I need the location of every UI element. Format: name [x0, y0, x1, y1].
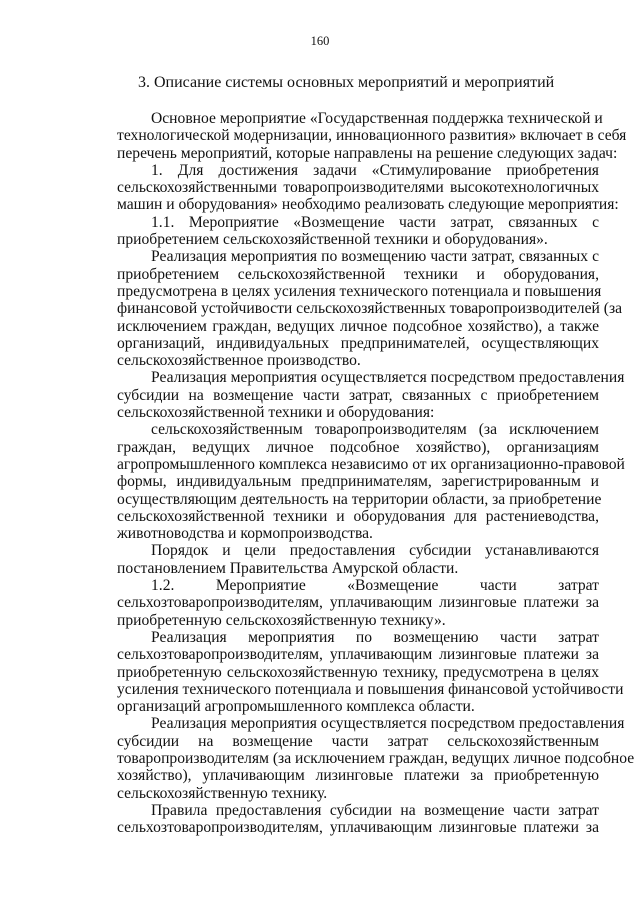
text-line: предусмотрена в целях усиления технического потенциала и повышения — [117, 282, 602, 300]
text-line: 1. Для достижения задачи «Стимулирование приобретения — [151, 161, 599, 179]
paragraph — [117, 421, 625, 543]
text-line: Порядок и цели предоставления субсидии устанавливаются — [151, 542, 599, 560]
text-line: субсидии на возмещение части затрат сельскохозяйственным — [117, 732, 599, 750]
paragraph — [117, 248, 623, 370]
text-line: организаций агропромышленного комплекса области. — [117, 698, 475, 716]
text-line: технологической модернизации, инновационного развития» включает в себя — [117, 127, 627, 145]
text-line: граждан, ведущих личное подсобное хозяйство), организациям — [117, 438, 599, 456]
text-line: формы, индивидуальным предпринимателям, зарегистрированным и — [117, 473, 599, 491]
text-line: Реализация мероприятия осуществляется посредством предоставления — [151, 369, 625, 387]
text-line: организаций, индивидуальных предпринимателей, осуществляющих — [117, 334, 599, 352]
text-line: 1.2. Мероприятие «Возмещение части затрат — [151, 577, 599, 595]
text-line: сельхозтоваропроизводителям, уплачивающим лизинговые платежи за — [117, 819, 599, 837]
paragraph — [117, 542, 599, 577]
paragraph — [117, 715, 635, 802]
text-line: приобретенную сельскохозяйственную технику, предусмотрена в целях — [117, 663, 599, 681]
text-line: машин и оборудования» необходимо реализовать следующие мероприятия: — [117, 196, 619, 214]
text-line: товаропроизводителям (за исключением граждан, ведущих личное подсобное — [117, 749, 635, 767]
text-line: сельскохозяйственной техники и оборудования для растениеводства, — [117, 507, 599, 525]
document-body — [117, 110, 635, 837]
paragraph — [117, 577, 599, 629]
text-line: 1.1. Мероприятие «Возмещение части затрат, связанных с — [151, 213, 599, 231]
text-line: животноводства и кормопроизводства. — [117, 525, 373, 543]
text-line: перечень мероприятий, которые направлены на решение следующих задач: — [117, 144, 618, 162]
text-line: приобретенную сельскохозяйственную технику». — [117, 611, 446, 629]
text-line: Реализация мероприятия по возмещению части затрат, связанных с — [151, 248, 599, 266]
text-line: сельскохозяйственную технику. — [117, 784, 328, 802]
text-line: постановлением Правительства Амурской области. — [117, 559, 459, 577]
text-line: Реализация мероприятия по возмещению части затрат — [151, 628, 599, 646]
text-line: исключением граждан, ведущих личное подсобное хозяйство), а также — [117, 317, 599, 335]
text-line: Реализация мероприятия осуществляется посредством предоставления — [151, 715, 625, 733]
text-line: Правила предоставления субсидии на возмещение части затрат — [151, 801, 599, 819]
text-line: сельхозтоваропроизводителям, уплачивающим лизинговые платежи за — [117, 594, 599, 612]
text-line: хозяйство), уплачивающим лизинговые платежи за приобретенную — [117, 767, 599, 785]
text-line: приобретением сельскохозяйственной техники и оборудования, — [117, 265, 599, 283]
text-line: финансовой устойчивости сельскохозяйственных товаропроизводителей (за — [117, 300, 623, 318]
text-line: агропромышленного комплекса независимо от их организационно-правовой — [117, 455, 625, 473]
text-line: осуществляющим деятельность на территории области, за приобретение — [117, 490, 602, 508]
text-line: сельхозтоваропроизводителям, уплачивающим лизинговые платежи за — [117, 646, 599, 664]
section-heading: 3. Описание системы основных мероприятий и мероприятий — [138, 74, 555, 91]
text-line: Основное мероприятие «Государственная поддержка технической и — [151, 110, 603, 127]
text-line: усиления технического потенциала и повышения финансовой устойчивости — [117, 680, 624, 698]
text-line: сельскохозяйственное производство. — [117, 352, 361, 370]
page-number: 160 — [310, 34, 330, 48]
paragraph — [117, 110, 627, 162]
text-line: субсидии на возмещение части затрат, связанных с приобретением — [117, 386, 599, 404]
text-line: сельскохозяйственными товаропроизводителями высокотехнологичных — [117, 179, 599, 197]
paragraph — [117, 628, 624, 716]
paragraph — [117, 369, 625, 422]
text-line: приобретением сельскохозяйственной техники и оборудования». — [117, 231, 548, 249]
text-line: сельскохозяйственным товаропроизводителям (за исключением — [151, 421, 599, 439]
paragraph — [117, 161, 619, 214]
text-line: сельскохозяйственной техники и оборудования: — [117, 404, 435, 422]
paragraph — [117, 214, 599, 249]
paragraph — [117, 802, 599, 837]
